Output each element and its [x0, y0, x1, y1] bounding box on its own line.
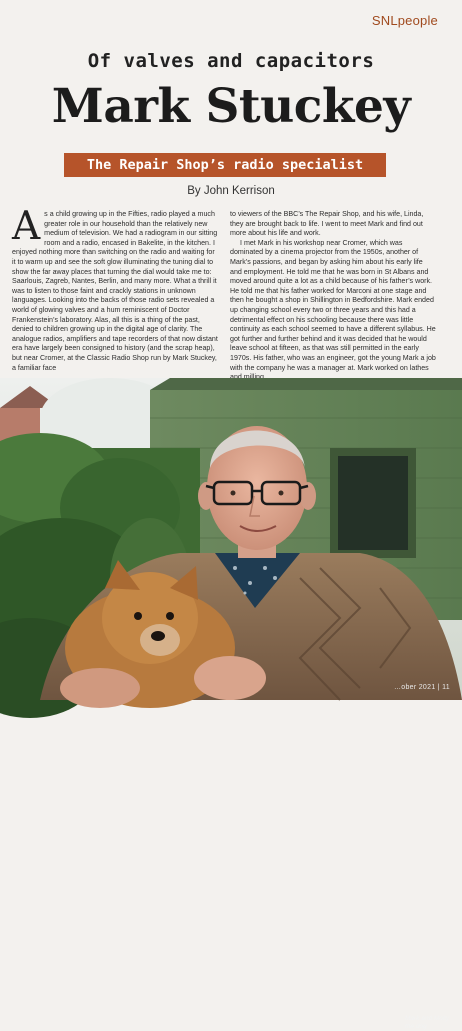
section-suffix: people — [397, 13, 438, 28]
article-kicker: Of valves and capacitors — [87, 50, 375, 72]
section-prefix: SNL — [371, 13, 398, 28]
article-headline: Mark Stuckey — [51, 79, 411, 134]
body-text-col1: s a child growing up in the Fifties, radio played a much greater role in our household than the relatively new medium of television. We had a radiogram in our sitting room and a radio, encased in Bakelite, in the kitchen. I enjoyed nothing more than switching on the radio and waiting for it to warm up and see the soft glow illuminating the tuning dial to show the far away places that turning the dial would take me to: Saarlouis, Zagreb, Nantes, Berlin, and many more. What a thrill it was to listen to those faint and crackly stations in unknown languages. Looking into the backs of those radio sets revealed a world of glowing valves and a hum reminiscent of Doctor Frankenstein’s laboratory. Alas, all this is a thing of the past, denied to children growing up in the digital age of clarity. The analogue radios, amplifiers and tape recorders of that now distant era have largely been consigned to history (and the scrap heap), but near Cromer, at the Classic Radio Shop run by Mark Stuckey, a familiar face — [12, 210, 218, 372]
photo-caption: Mark and Molly the dog — [405, 1015, 450, 1030]
photo-illustration — [0, 378, 462, 700]
body-column-right — [230, 210, 436, 383]
section-tag — [372, 13, 438, 28]
byline: By John Kerrison — [187, 185, 275, 197]
page-footer: …ober 2021 | 11 — [393, 684, 450, 691]
body-paragraph-2: to viewers of the BBC’s The Repair Shop, and his wife, Linda, they are brought back to life. I went to meet Mark and find out more about his life and work. — [230, 210, 424, 238]
body-paragraph-1 — [12, 204, 218, 373]
body-paragraph-3: I met Mark in his workshop near Cromer, which was dominated by a cinema projector from the 1950s, another of Mark’s passions, and began by asking him about his early life and employment. He told me that he was born in St Albans and moved around quite a lot as a child because of his father’s work. He told me that his father worked for Marconi at one stage and then he bought a shop in Shillington in Bedfordshire. Mark ended up changing school every two or three years and this had a detrimental effect on his schooling because there was little continuity as each school seemed to have a different syllabus. He got further and further behind and it was decided that he would leave school at fifteen, as that was still permitted in the early 1970s. His father, who was an engineer, got the young Mark a job with the company he was a manager at. Mark worked on lathes — [230, 238, 436, 372]
feature-photo — [0, 378, 462, 1030]
drop-cap: A — [12, 204, 41, 249]
standfirst-text: The Repair Shop’s radio specialist — [86, 157, 364, 173]
standfirst-banner — [64, 153, 386, 177]
body-column-left — [12, 204, 218, 373]
